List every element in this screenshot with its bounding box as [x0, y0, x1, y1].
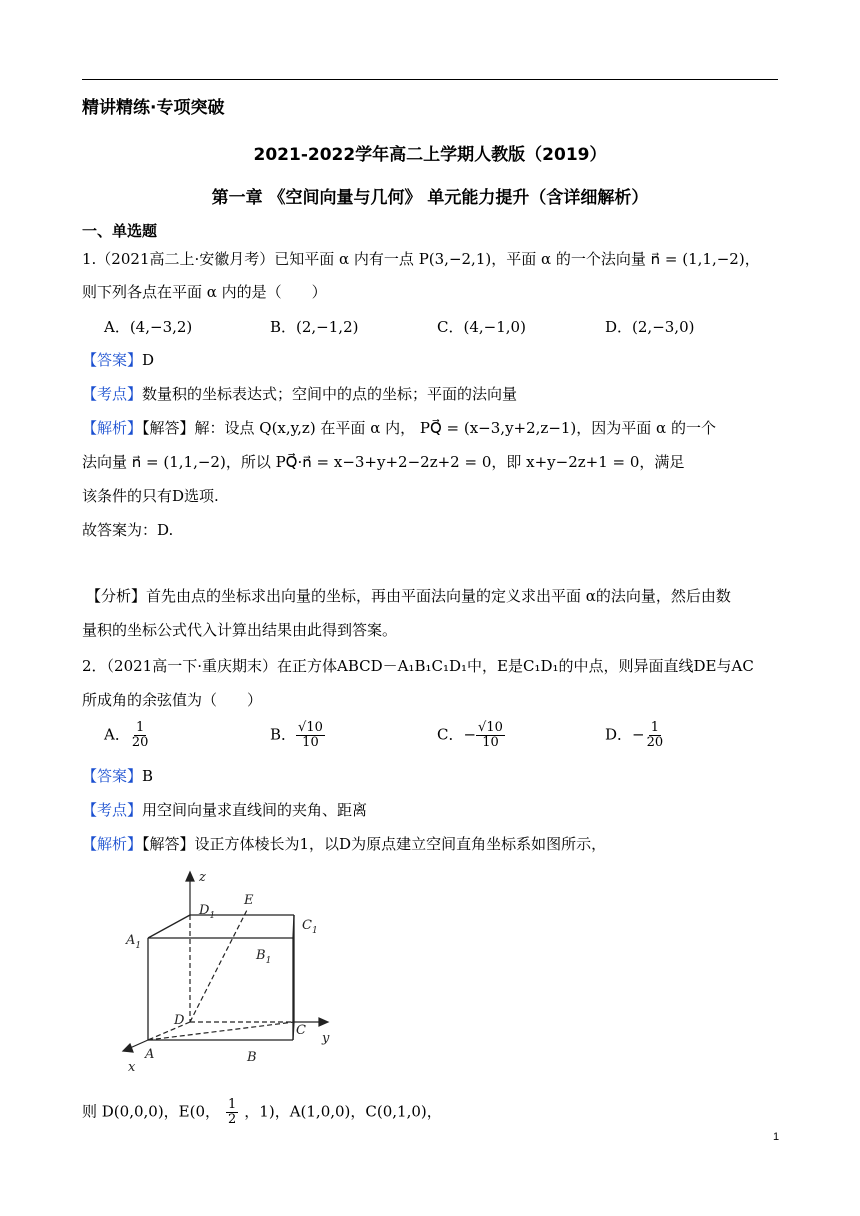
q1-option-b: B．(2,−1,2) — [270, 318, 359, 336]
x-axis-arrow — [123, 1044, 133, 1052]
label-e: E — [244, 893, 254, 908]
label-b: B — [247, 1050, 257, 1065]
numerator: 1 — [228, 1097, 237, 1112]
q2-stem-line2: 所成角的余弦值为（ ） — [82, 691, 263, 709]
label-y: y — [322, 1031, 330, 1046]
header-rule — [82, 79, 778, 80]
q2-solution-text1: 【解答】设正方体棱长为1，以D为原点建立空间直角坐标系如图所示， — [142, 835, 607, 853]
label-a: A — [145, 1047, 155, 1062]
segment-ac — [148, 1022, 294, 1040]
q1-stem-line1: 1.（2021高二上·安徽月考）已知平面 α 内有一点 P(3,−2,1)，平面 α 的一个法向量 n⃗ = (1,1,−2)， — [82, 250, 760, 268]
z-axis-arrow — [186, 872, 194, 881]
numerator: 1 — [135, 720, 145, 735]
q2-option-c-fraction — [476, 721, 505, 750]
q2-option-a-label: A． — [104, 725, 130, 744]
q2-option-b-label: B． — [270, 725, 297, 744]
q2-solution-line1 — [82, 833, 606, 854]
q2-option-d — [605, 721, 665, 750]
section-heading: 一、单选题 — [82, 222, 158, 240]
edge-a1d1 — [148, 915, 190, 938]
q1-answer — [82, 349, 154, 370]
y-axis-arrow — [319, 1018, 328, 1026]
segment-de — [190, 908, 248, 1022]
q1-option-d: D．(2,−3,0) — [605, 318, 695, 336]
label-x: x — [128, 1060, 136, 1075]
q1-analysis-line2: 量积的坐标公式代入计算出结果由此得到答案。 — [82, 621, 398, 639]
coords-fraction — [226, 1098, 238, 1127]
q1-option-a: A．(4,−3,2) — [104, 318, 193, 336]
q2-answer-value: B — [142, 767, 154, 785]
q1-analysis-text1: 首先由点的坐标求出向量的坐标，再由平面法向量的定义求出平面 α的法向量，然后由数 — [146, 587, 731, 605]
numerator: √10 — [478, 720, 503, 735]
q2-answer — [82, 765, 153, 786]
page-number: 1 — [773, 1131, 780, 1143]
q1-analysis-line1 — [86, 585, 731, 606]
q1-point — [82, 383, 517, 404]
doc-title-line1: 2021-2022学年高二上学期人教版（2019） — [253, 145, 607, 165]
q2-option-b-fraction — [296, 721, 325, 750]
analysis-tag: 【解析】 — [82, 419, 143, 437]
doc-title-line2: 第一章 《空间向量与几何》 单元能力提升（含详细解析） — [211, 188, 649, 208]
q1-stem-line2: 则下列各点在平面 α 内的是（ ） — [82, 283, 327, 301]
point-tag: 【考点】 — [82, 385, 143, 403]
label-c1: $C_1$ — [302, 918, 318, 936]
q2-stem-line1: 2．（2021高一下·重庆期末）在正方体ABCD－A₁B₁C₁D₁中，E是C₁D₁的中点，则异面直线DE与AC — [82, 657, 754, 675]
q2-point-text: 用空间向量求直线间的夹角、距离 — [142, 801, 368, 819]
label-z: z — [199, 870, 206, 885]
q2-option-a-fraction — [130, 721, 151, 750]
label-b1: $B_1$ — [256, 948, 272, 966]
cube-figure — [110, 868, 350, 1080]
denominator: 20 — [131, 735, 149, 750]
q2-coordinates-line — [82, 1098, 442, 1127]
q2-option-c — [437, 721, 505, 750]
q2-option-d-label: D．− — [605, 725, 645, 744]
q1-solution-line3: 该条件的只有D选项. — [82, 487, 219, 505]
coords-pre: 则 D(0,0,0)，E(0， — [82, 1102, 221, 1121]
denominator: 10 — [302, 735, 319, 750]
q1-solution-line2: 法向量 n⃗ = (1,1,−2)，所以 PQ⃗·n⃗ = x−3+y+2−2z+2 = 0，即 x+y−2z+1 = 0，满足 — [82, 453, 685, 471]
answer-tag: 【答案】 — [82, 351, 143, 369]
q1-point-text: 数量积的坐标表达式；空间中的点的坐标；平面的法向量 — [142, 385, 518, 403]
q2-option-a — [104, 721, 150, 750]
q2-point — [82, 799, 367, 820]
q1-solution-line1 — [82, 417, 716, 438]
q1-option-c: C．(4,−1,0) — [437, 318, 526, 336]
label-a1: $A_1$ — [126, 933, 142, 951]
label-d1: $D_1$ — [199, 903, 216, 921]
label-c: C — [296, 1023, 306, 1038]
point-tag: 【考点】 — [82, 801, 143, 819]
numerator: 1 — [650, 720, 660, 735]
q1-solution-text1: 【解答】解：设点 Q(x,y,z) 在平面 α 内， PQ⃗ = (x−3,y+2,z−1)，因为平面 α 的一个 — [142, 419, 716, 437]
coords-post: ，1)，A(1,0,0)，C(0,1,0)， — [244, 1102, 442, 1121]
label-d: D — [174, 1013, 185, 1028]
series-title: 精讲精练·专项突破 — [82, 98, 225, 118]
numerator: √10 — [298, 720, 323, 735]
q2-option-d-fraction — [645, 721, 666, 750]
denominator: 20 — [646, 735, 664, 750]
q1-solution-line4: 故答案为：D. — [82, 521, 174, 539]
denominator: 10 — [482, 735, 499, 750]
q2-option-c-label: C．− — [437, 725, 477, 744]
analysis-tag: 【解析】 — [82, 835, 143, 853]
denominator: 2 — [228, 1112, 237, 1127]
answer-tag: 【答案】 — [82, 767, 143, 785]
q2-option-b — [270, 721, 325, 750]
q1-answer-value: D — [142, 351, 155, 369]
fenxi-tag: 【分析】 — [86, 587, 147, 605]
